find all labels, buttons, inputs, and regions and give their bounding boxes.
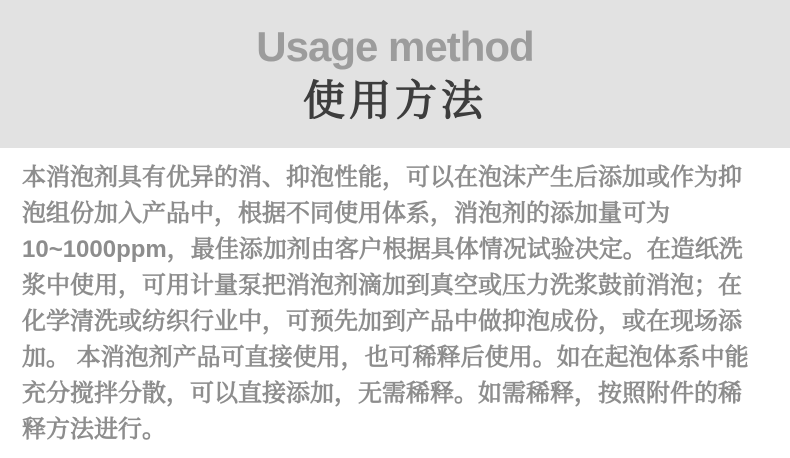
paragraph-line: 浆中使用，可用计量泵把消泡剂滴加到真空或压力洗浆鼓前消泡；在	[22, 272, 742, 299]
usage-method-title-en: Usage method	[256, 22, 534, 70]
paragraph-line: 释方法进行。	[22, 416, 166, 443]
paragraph-line: 本消泡剂具有优异的消、抑泡性能，可以在泡沫产生后添加或作为抑	[22, 164, 742, 191]
usage-header	[0, 0, 790, 148]
paragraph-line: 泡组份加入产品中，根据不同使用体系，消泡剂的添加量可为	[22, 200, 670, 227]
paragraph-line: 充分搅拌分散，可以直接添加，无需稀释。如需稀释，按照附件的稀	[22, 380, 742, 407]
paragraph-line: 化学清洗或纺织行业中，可预先加到产品中做抑泡成份，或在现场添	[22, 308, 742, 335]
paragraph-line: 10~1000ppm，最佳添加剂由客户根据具体情况试验决定。在造纸洗	[22, 236, 743, 263]
paragraph-line: 加。 本消泡剂产品可直接使用，也可稀释后使用。如在起泡体系中能	[22, 344, 749, 371]
usage-method-title-zh: 使用方法	[302, 77, 487, 124]
usage-paragraph	[0, 148, 790, 448]
